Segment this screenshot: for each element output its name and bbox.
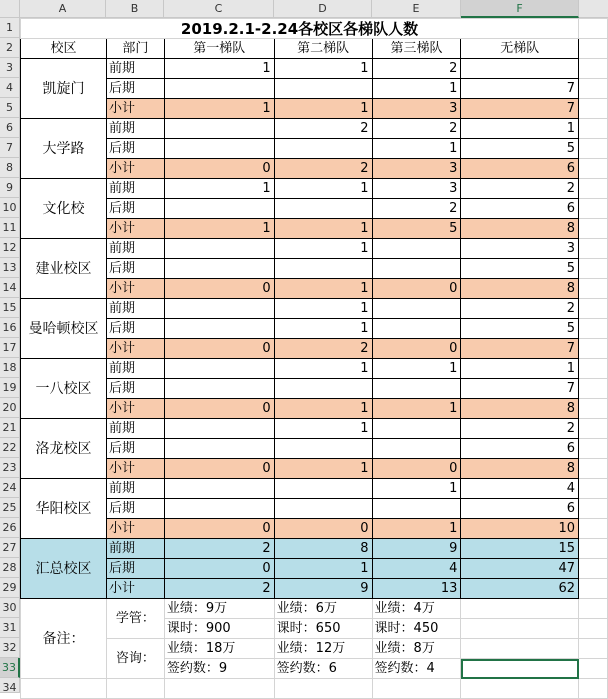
row-number[interactable]: 14 (0, 278, 20, 298)
value-cell[interactable]: 2 (164, 579, 274, 599)
row-number[interactable]: 3 (0, 58, 20, 78)
value-cell[interactable]: 1 (274, 419, 372, 439)
row-number[interactable]: 10 (0, 198, 20, 218)
header-tier-3[interactable]: 第三梯队 (372, 39, 461, 59)
table-row (21, 199, 608, 219)
value-cell[interactable] (164, 499, 274, 519)
sheet-title[interactable]: 2019.2.1-2.24各校区各梯队人数 (21, 19, 579, 39)
value-cell[interactable] (164, 199, 274, 219)
value-cell[interactable]: 1 (372, 479, 461, 499)
cell[interactable] (579, 619, 608, 639)
table-row (21, 239, 608, 259)
value-cell[interactable]: 1 (274, 59, 372, 79)
row-number[interactable]: 34 (0, 678, 20, 693)
cell[interactable] (579, 519, 608, 539)
column-header-a[interactable]: A (20, 0, 106, 18)
value-cell[interactable] (164, 359, 274, 379)
value-cell[interactable]: 1 (461, 119, 579, 139)
campus-name[interactable]: 洛龙校区 (21, 419, 107, 479)
dept-cell[interactable]: 后期 (106, 499, 164, 519)
dept-cell[interactable]: 小计 (106, 339, 164, 359)
value-cell[interactable]: 1 (372, 519, 461, 539)
value-cell[interactable] (274, 79, 372, 99)
value-cell[interactable] (372, 499, 461, 519)
value-cell[interactable] (274, 199, 372, 219)
value-cell[interactable]: 2 (274, 159, 372, 179)
cell[interactable] (579, 159, 608, 179)
value-cell[interactable]: 2 (274, 119, 372, 139)
value-cell[interactable]: 1 (164, 99, 274, 119)
cell[interactable] (579, 659, 608, 679)
value-cell[interactable]: 2 (372, 59, 461, 79)
value-cell[interactable]: 3 (372, 179, 461, 199)
value-cell[interactable]: 8 (461, 399, 579, 419)
value-cell[interactable]: 10 (461, 519, 579, 539)
notes-label[interactable]: 备注： (21, 599, 107, 679)
cell[interactable] (461, 619, 579, 639)
value-cell[interactable]: 1 (274, 279, 372, 299)
cell[interactable] (579, 39, 608, 59)
dept-cell[interactable]: 小计 (106, 459, 164, 479)
cell[interactable] (579, 139, 608, 159)
table-row (21, 259, 608, 279)
value-cell[interactable]: 1 (372, 139, 461, 159)
value-cell[interactable]: 3 (461, 239, 579, 259)
note-cell[interactable]: 签约数：4 (372, 659, 461, 679)
cell[interactable] (579, 479, 608, 499)
cell[interactable] (461, 639, 579, 659)
note-cell[interactable]: 业绩：18万 (164, 639, 274, 659)
note-cell[interactable]: 签约数：6 (274, 659, 372, 679)
header-no-tier[interactable]: 无梯队 (461, 39, 579, 59)
value-cell[interactable] (372, 439, 461, 459)
dept-cell[interactable]: 后期 (106, 439, 164, 459)
row-number[interactable]: 7 (0, 138, 20, 158)
cell[interactable] (579, 99, 608, 119)
row-number[interactable]: 5 (0, 98, 20, 118)
dept-cell[interactable]: 前期 (106, 59, 164, 79)
cell[interactable] (579, 459, 608, 479)
dept-cell[interactable]: 小计 (106, 519, 164, 539)
value-cell[interactable] (274, 499, 372, 519)
cell[interactable] (579, 199, 608, 219)
table-row (21, 99, 608, 119)
value-cell[interactable]: 7 (461, 339, 579, 359)
value-cell[interactable] (164, 419, 274, 439)
value-cell[interactable]: 1 (372, 79, 461, 99)
dept-cell[interactable]: 后期 (106, 379, 164, 399)
cell[interactable] (579, 539, 608, 559)
value-cell[interactable]: 7 (461, 379, 579, 399)
value-cell[interactable]: 1 (274, 179, 372, 199)
row-number[interactable]: 28 (0, 558, 20, 578)
data-grid (20, 18, 608, 699)
row-number[interactable]: 1 (0, 18, 20, 38)
table-row (21, 519, 608, 539)
table-row (21, 319, 608, 339)
campus-name[interactable]: 华阳校区 (21, 479, 107, 539)
table-row (21, 559, 608, 579)
cell[interactable] (579, 299, 608, 319)
value-cell[interactable] (274, 439, 372, 459)
cell[interactable] (579, 79, 608, 99)
value-cell[interactable]: 8 (461, 219, 579, 239)
value-cell[interactable] (164, 259, 274, 279)
value-cell[interactable]: 5 (372, 219, 461, 239)
value-cell[interactable]: 0 (164, 559, 274, 579)
value-cell[interactable] (164, 479, 274, 499)
row-number[interactable]: 11 (0, 218, 20, 238)
dept-cell[interactable]: 小计 (106, 279, 164, 299)
cell[interactable] (579, 599, 608, 619)
table-row (21, 179, 608, 199)
value-cell[interactable] (164, 239, 274, 259)
note-cell[interactable]: 业绩：12万 (274, 639, 372, 659)
value-cell[interactable]: 5 (461, 319, 579, 339)
value-cell[interactable]: 1 (372, 399, 461, 419)
note-cell[interactable]: 课时：650 (274, 619, 372, 639)
dept-cell[interactable]: 后期 (106, 79, 164, 99)
cell[interactable] (21, 679, 107, 699)
campus-name[interactable]: 文化校 (21, 179, 107, 239)
value-cell[interactable] (274, 379, 372, 399)
table-row (21, 119, 608, 139)
cell[interactable] (461, 599, 579, 619)
value-cell[interactable]: 7 (461, 79, 579, 99)
value-cell[interactable]: 4 (372, 559, 461, 579)
cell[interactable] (579, 359, 608, 379)
column-header-f[interactable]: F (461, 0, 579, 18)
row-number[interactable]: 2 (0, 38, 20, 58)
cell[interactable] (579, 679, 608, 699)
dept-cell[interactable]: 前期 (106, 479, 164, 499)
dept-cell[interactable]: 后期 (106, 259, 164, 279)
column-header-e[interactable]: E (372, 0, 461, 18)
cell[interactable] (579, 319, 608, 339)
row-number[interactable]: 4 (0, 78, 20, 98)
note-cell[interactable]: 课时：450 (372, 619, 461, 639)
campus-name[interactable]: 汇总校区 (21, 539, 107, 599)
table-row (21, 299, 608, 319)
cell[interactable] (372, 679, 461, 699)
dept-cell[interactable]: 小计 (106, 399, 164, 419)
value-cell[interactable] (372, 239, 461, 259)
row-number[interactable]: 9 (0, 178, 20, 198)
value-cell[interactable]: 1 (274, 359, 372, 379)
value-cell[interactable]: 6 (461, 159, 579, 179)
table-row (21, 579, 608, 599)
cell[interactable] (274, 679, 372, 699)
table-row (21, 339, 608, 359)
value-cell[interactable] (164, 299, 274, 319)
table-row (21, 459, 608, 479)
notes-zixun-label[interactable]: 咨询： (106, 639, 164, 679)
dept-cell[interactable]: 前期 (106, 539, 164, 559)
header-tier-2[interactable]: 第二梯队 (274, 39, 372, 59)
value-cell[interactable] (372, 259, 461, 279)
value-cell[interactable]: 3 (372, 159, 461, 179)
cell[interactable] (579, 399, 608, 419)
selected-cell-f33[interactable] (461, 659, 579, 679)
table-row (21, 219, 608, 239)
value-cell[interactable]: 0 (164, 159, 274, 179)
value-cell[interactable]: 8 (461, 459, 579, 479)
row-number[interactable]: 29 (0, 578, 20, 598)
row-number[interactable]: 6 (0, 118, 20, 138)
value-cell[interactable] (372, 299, 461, 319)
value-cell[interactable]: 0 (372, 279, 461, 299)
cell[interactable] (164, 679, 274, 699)
value-cell[interactable]: 7 (461, 99, 579, 119)
dept-cell[interactable]: 前期 (106, 359, 164, 379)
cell[interactable] (579, 499, 608, 519)
row-number[interactable]: 27 (0, 538, 20, 558)
value-cell[interactable] (372, 379, 461, 399)
value-cell[interactable] (274, 259, 372, 279)
value-cell[interactable]: 1 (274, 399, 372, 419)
value-cell[interactable] (164, 439, 274, 459)
value-cell[interactable]: 9 (274, 579, 372, 599)
column-header-d[interactable]: D (274, 0, 372, 18)
column-header-b[interactable]: B (106, 0, 164, 18)
row-number[interactable]: 26 (0, 518, 20, 538)
value-cell[interactable]: 6 (461, 439, 579, 459)
row-number[interactable]: 15 (0, 298, 20, 318)
value-cell[interactable] (274, 139, 372, 159)
value-cell[interactable]: 1 (274, 319, 372, 339)
cell[interactable] (579, 439, 608, 459)
value-cell[interactable]: 2 (164, 539, 274, 559)
cell[interactable] (579, 559, 608, 579)
value-cell[interactable] (164, 79, 274, 99)
value-cell[interactable]: 0 (164, 399, 274, 419)
table-row (21, 59, 608, 79)
note-cell[interactable]: 业绩：9万 (164, 599, 274, 619)
row-number[interactable]: 13 (0, 258, 20, 278)
cell[interactable] (106, 679, 164, 699)
row-number[interactable]: 20 (0, 398, 20, 418)
cell[interactable] (579, 119, 608, 139)
value-cell[interactable]: 1 (274, 219, 372, 239)
row-number[interactable]: 16 (0, 318, 20, 338)
value-cell[interactable]: 1 (164, 179, 274, 199)
value-cell[interactable]: 2 (461, 299, 579, 319)
row-number[interactable]: 21 (0, 418, 20, 438)
table-row (21, 479, 608, 499)
value-cell[interactable]: 5 (461, 139, 579, 159)
campus-name[interactable]: 凯旋门 (21, 59, 107, 119)
table-row (21, 359, 608, 379)
value-cell[interactable] (164, 119, 274, 139)
table-row (21, 419, 608, 439)
row-number[interactable]: 32 (0, 638, 20, 658)
cell[interactable] (579, 639, 608, 659)
column-header-blank (579, 0, 608, 18)
campus-name[interactable]: 一八校区 (21, 359, 107, 419)
note-cell[interactable]: 业绩：6万 (274, 599, 372, 619)
value-cell[interactable]: 2 (461, 179, 579, 199)
value-cell[interactable]: 5 (461, 259, 579, 279)
value-cell[interactable]: 3 (372, 99, 461, 119)
value-cell[interactable]: 2 (461, 419, 579, 439)
note-cell[interactable]: 业绩：4万 (372, 599, 461, 619)
dept-cell[interactable]: 小计 (106, 219, 164, 239)
table-row (21, 499, 608, 519)
row-number[interactable]: 23 (0, 458, 20, 478)
dept-cell[interactable]: 后期 (106, 199, 164, 219)
row-number[interactable]: 18 (0, 358, 20, 378)
campus-name[interactable]: 曼哈顿校区 (21, 299, 107, 359)
note-cell[interactable]: 课时：900 (164, 619, 274, 639)
value-cell[interactable]: 1 (461, 359, 579, 379)
row-number[interactable]: 8 (0, 158, 20, 178)
row-number[interactable]: 33 (0, 658, 20, 678)
select-all-corner[interactable] (0, 0, 20, 18)
value-cell[interactable] (164, 379, 274, 399)
table-row (21, 399, 608, 419)
value-cell[interactable]: 0 (164, 279, 274, 299)
cell[interactable] (579, 19, 608, 39)
row-number[interactable]: 31 (0, 618, 20, 638)
table-row (21, 539, 608, 559)
dept-cell[interactable]: 前期 (106, 179, 164, 199)
value-cell[interactable]: 2 (274, 339, 372, 359)
campus-name[interactable]: 建业校区 (21, 239, 107, 299)
value-cell[interactable] (164, 319, 274, 339)
value-cell[interactable]: 1 (274, 239, 372, 259)
table-row (21, 279, 608, 299)
row-number[interactable]: 22 (0, 438, 20, 458)
value-cell[interactable]: 0 (372, 459, 461, 479)
table-row (21, 139, 608, 159)
cell[interactable] (579, 379, 608, 399)
note-cell[interactable]: 签约数：9 (164, 659, 274, 679)
value-cell[interactable] (274, 479, 372, 499)
value-cell[interactable]: 1 (164, 219, 274, 239)
value-cell[interactable]: 2 (372, 199, 461, 219)
cell[interactable] (579, 339, 608, 359)
dept-cell[interactable]: 前期 (106, 119, 164, 139)
row-number[interactable]: 19 (0, 378, 20, 398)
value-cell[interactable]: 6 (461, 199, 579, 219)
dept-cell[interactable]: 前期 (106, 419, 164, 439)
value-cell[interactable]: 0 (164, 459, 274, 479)
dept-cell[interactable]: 小计 (106, 579, 164, 599)
table-row (21, 439, 608, 459)
dept-cell[interactable]: 小计 (106, 159, 164, 179)
value-cell[interactable]: 2 (372, 119, 461, 139)
value-cell[interactable]: 1 (164, 59, 274, 79)
cell[interactable] (579, 579, 608, 599)
table-row (21, 379, 608, 399)
cell[interactable] (579, 219, 608, 239)
table-row (21, 79, 608, 99)
value-cell[interactable] (461, 59, 579, 79)
value-cell[interactable]: 0 (372, 339, 461, 359)
header-campus[interactable]: 校区 (21, 39, 107, 59)
value-cell[interactable]: 0 (274, 519, 372, 539)
cell[interactable] (461, 679, 579, 699)
dept-cell[interactable]: 前期 (106, 299, 164, 319)
table-row (21, 159, 608, 179)
dept-cell[interactable]: 前期 (106, 239, 164, 259)
value-cell[interactable]: 8 (461, 279, 579, 299)
cell[interactable] (579, 419, 608, 439)
header-tier-1[interactable]: 第一梯队 (164, 39, 274, 59)
value-cell[interactable]: 6 (461, 499, 579, 519)
value-cell[interactable]: 8 (274, 539, 372, 559)
cell[interactable] (579, 59, 608, 79)
value-cell[interactable]: 15 (461, 539, 579, 559)
value-cell[interactable]: 9 (372, 539, 461, 559)
dept-cell[interactable]: 小计 (106, 99, 164, 119)
column-header-c[interactable]: C (164, 0, 274, 18)
row-number[interactable]: 24 (0, 478, 20, 498)
dept-cell[interactable]: 后期 (106, 559, 164, 579)
row-number[interactable]: 30 (0, 598, 20, 618)
value-cell[interactable]: 47 (461, 559, 579, 579)
value-cell[interactable] (372, 419, 461, 439)
value-cell[interactable]: 1 (274, 559, 372, 579)
value-cell[interactable]: 1 (274, 459, 372, 479)
value-cell[interactable]: 1 (274, 99, 372, 119)
value-cell[interactable] (164, 139, 274, 159)
value-cell[interactable]: 0 (164, 519, 274, 539)
cell[interactable] (579, 259, 608, 279)
value-cell[interactable]: 1 (274, 299, 372, 319)
value-cell[interactable] (372, 319, 461, 339)
value-cell[interactable]: 4 (461, 479, 579, 499)
cell[interactable] (579, 239, 608, 259)
header-dept[interactable]: 部门 (106, 39, 164, 59)
campus-name[interactable]: 大学路 (21, 119, 107, 179)
row-number[interactable]: 12 (0, 238, 20, 258)
dept-cell[interactable]: 后期 (106, 139, 164, 159)
cell[interactable] (579, 179, 608, 199)
row-number[interactable]: 17 (0, 338, 20, 358)
note-cell[interactable]: 业绩：8万 (372, 639, 461, 659)
notes-xueguan-label[interactable]: 学管： (106, 599, 164, 639)
cell[interactable] (579, 279, 608, 299)
value-cell[interactable]: 1 (372, 359, 461, 379)
row-number[interactable]: 25 (0, 498, 20, 518)
value-cell[interactable]: 13 (372, 579, 461, 599)
dept-cell[interactable]: 后期 (106, 319, 164, 339)
value-cell[interactable]: 0 (164, 339, 274, 359)
value-cell[interactable]: 62 (461, 579, 579, 599)
